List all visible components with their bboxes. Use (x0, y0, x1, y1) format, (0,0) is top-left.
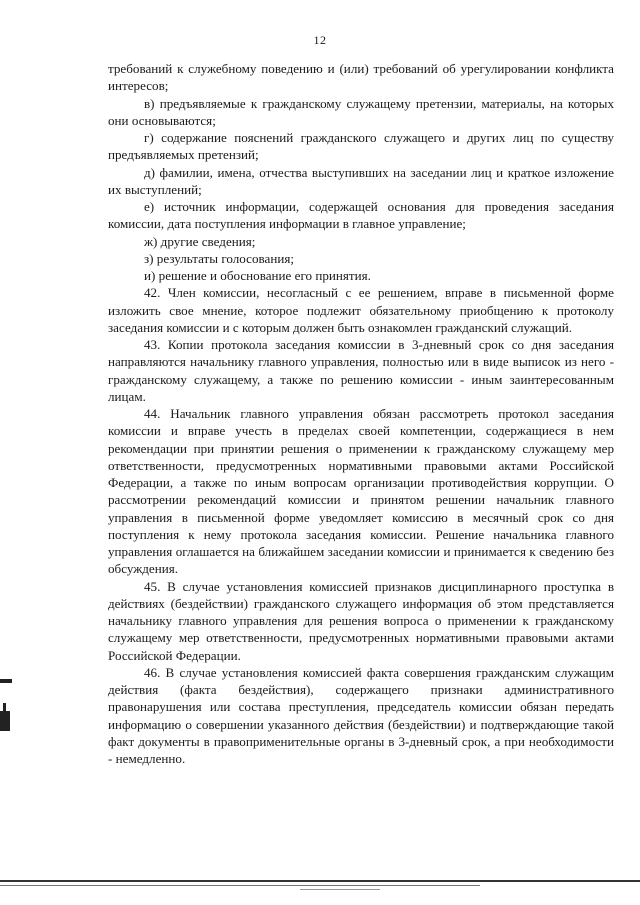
scan-edge-line (0, 885, 480, 886)
paragraph-42: 42. Член комиссии, несогласный с ее решением, вправе в письменной форме изложить свое мнение, которое подлежит обязательному приобщению к протоколу заседания комиссии и с которым должен быть ознакомлен гражданский служащий. (108, 285, 614, 335)
paragraph-43: 43. Копии протокола заседания комиссии в 3-дневный срок со дня заседания направляются начальнику главного управления, полностью или в виде выписок из него - гражданскому служащему, а также по решению комиссии - иным заинтересованным лицам. (108, 337, 614, 404)
scan-edge-line (0, 880, 640, 882)
list-item-zh: ж) другие сведения; (144, 233, 256, 249)
list-item-i: и) решение и обоснование его принятия. (144, 268, 371, 283)
paragraph-continuation: требований к служебному поведению и (или) требований об урегулировании конфликта интересов; (108, 61, 614, 94)
list-item-z: з) результаты голосования; (144, 250, 295, 266)
paragraph-46: 46. В случае установления комиссией факта совершения гражданским служащим действия (факта бездействия), содержащего признаки административного правонарушения или состава преступления, председатель комиссии обязан передать информацию о совершении указанного действия (бездействии) и подтверждающие такой факт документы в правоприменительные органы в 3-дневный срок, а при необходимости - немедленно. (108, 664, 614, 766)
list-item-d: д) фамилии, имена, отчества выступивших на заседании лиц и краткое изложение их выступлений; (108, 164, 614, 197)
page-number: 12 (313, 33, 327, 47)
list-item-e: е) источник информации, содержащей основания для проведения заседания комиссии, дата поступления информации в главное управление; (108, 199, 614, 232)
scan-edge-line (300, 889, 380, 890)
scan-margin-mark (3, 703, 6, 711)
scan-margin-mark (0, 711, 10, 731)
scan-margin-mark (0, 679, 12, 683)
paragraph-45: 45. В случае установления комиссией признаков дисциплинарного проступка в действиях (бездействии) гражданского служащего информация об этом представляется начальнику главного управления для решения вопроса о применении к гражданскому служащему мер ответственности, предусмотренных нормативными правовыми актами Российской Федерации. (108, 578, 614, 663)
list-item-g: г) содержание пояснений гражданского служащего и других лиц по существу предъявляемых претензий; (108, 130, 614, 163)
document-body (108, 60, 614, 767)
list-item-v: в) предъявляемые к гражданскому служащему претензии, материалы, на которых они основываются; (108, 95, 614, 128)
paragraph-44: 44. Начальник главного управления обязан рассмотреть протокол заседания комиссии и вправе учесть в пределах своей компетенции, содержащиеся в нем рекомендации при принятии решения о применении к гражданскому служащему мер ответственности, предусмотренных нормативными правовыми актами Российской Федерации, а также по иным вопросам организации противодействия коррупции. О рассмотрении рекомендаций комиссии и принятом решении начальник главного управления в письменной форме уведомляет комиссию в месячный срок со дня поступления к нему протокола заседания комиссии. Решение начальника главного управления оглашается на ближайшем заседании комиссии и принимается к сведению без обсуждения. (108, 406, 614, 577)
